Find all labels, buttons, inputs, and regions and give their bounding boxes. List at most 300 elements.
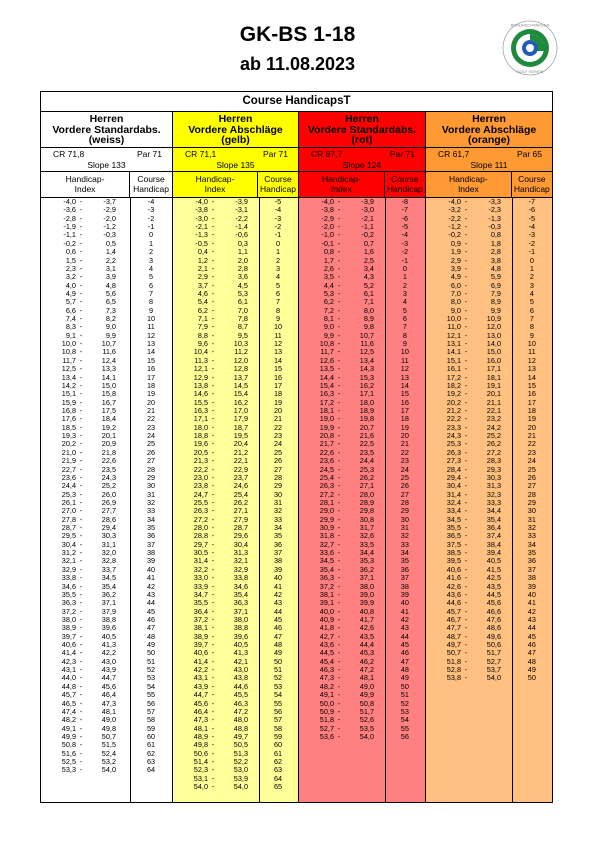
course-handicap-value: 39 xyxy=(400,589,409,599)
range-dash: - xyxy=(211,648,215,658)
index-from: 21,9 xyxy=(61,456,76,466)
range-dash: - xyxy=(79,631,83,641)
course-handicap-value: 5 xyxy=(529,297,534,307)
course-handicap-value: -3 xyxy=(147,205,155,215)
index-from: 2,1 xyxy=(197,263,208,273)
index-to: 52,4 xyxy=(101,748,116,758)
index-to: 13,0 xyxy=(486,330,501,340)
index-to: 14,0 xyxy=(486,339,501,349)
index-to: -2,1 xyxy=(361,213,374,223)
index-from: 17,6 xyxy=(61,414,76,424)
range-dash: - xyxy=(464,222,468,232)
course-handicap-value: 22 xyxy=(400,447,409,457)
range-dash: - xyxy=(211,640,215,650)
index-to: 44,6 xyxy=(233,681,248,691)
course-handicap-value: 55 xyxy=(273,698,283,708)
index-from: 31,2 xyxy=(61,548,76,558)
course-handicap-value: -1 xyxy=(147,222,155,232)
course-handicap-value: 7 xyxy=(149,288,154,298)
index-from: 9,0 xyxy=(323,322,334,332)
index-from: -1,1 xyxy=(63,230,76,240)
range-dash: - xyxy=(337,589,341,599)
index-to: 22,9 xyxy=(233,464,248,474)
index-from: 44,5 xyxy=(319,648,334,658)
range-dash: - xyxy=(79,706,83,716)
range-dash: - xyxy=(79,765,83,775)
range-dash: - xyxy=(464,405,468,415)
range-dash: - xyxy=(464,548,468,558)
range-dash: - xyxy=(79,748,83,758)
index-from: -0,2 xyxy=(448,230,461,240)
index-from: 39,1 xyxy=(319,598,334,608)
header-line-3: (orange) xyxy=(468,134,510,146)
range-dash: - xyxy=(79,606,83,616)
range-dash: - xyxy=(464,481,468,491)
range-dash: - xyxy=(79,364,83,374)
index-from: 33,0 xyxy=(193,573,208,583)
range-dash: - xyxy=(79,288,83,298)
range-dash: - xyxy=(79,305,83,315)
range-dash: - xyxy=(79,330,83,340)
index-to: 6,1 xyxy=(237,297,248,307)
course-handicap-value: 6 xyxy=(275,288,281,298)
index-to: 39,6 xyxy=(101,623,116,633)
index-from: 25,5 xyxy=(193,497,208,507)
column-header xyxy=(41,112,172,148)
range-dash: - xyxy=(211,614,215,624)
index-from: 44,6 xyxy=(446,598,461,608)
course-handicap-value: 28 xyxy=(273,472,283,482)
range-dash: - xyxy=(79,681,83,691)
index-from: 52,5 xyxy=(61,757,76,767)
course-handicap-value: 26 xyxy=(146,447,156,457)
index-from: 40,6 xyxy=(193,648,208,658)
range-dash: - xyxy=(211,698,215,708)
index-to: 40,5 xyxy=(486,556,501,566)
course-handicap-value: 10 xyxy=(146,314,156,324)
range-dash: - xyxy=(464,589,468,599)
index-from: 30,4 xyxy=(446,481,461,491)
index-to: 48,8 xyxy=(233,723,248,733)
course-handicap-value: 36 xyxy=(400,564,409,574)
index-from: 10,0 xyxy=(61,339,76,349)
course-handicap-value: 7 xyxy=(275,297,281,307)
course-handicap-value: 33 xyxy=(146,506,156,516)
index-to: 42,2 xyxy=(101,648,116,658)
range-dash: - xyxy=(464,230,468,240)
range-dash: - xyxy=(464,314,468,324)
index-from: -4,0 xyxy=(195,197,208,206)
index-to: -3,9 xyxy=(235,197,248,206)
range-dash: - xyxy=(211,439,215,449)
index-to: 14,1 xyxy=(101,372,116,382)
course-handicap-value: 62 xyxy=(146,748,156,758)
index-to: 29,3 xyxy=(486,464,501,474)
index-to: 52,2 xyxy=(233,757,248,767)
range-dash: - xyxy=(211,740,215,750)
range-dash: - xyxy=(337,255,341,265)
index-to: -2,0 xyxy=(103,213,116,223)
index-to: 26,2 xyxy=(486,439,501,449)
range-dash: - xyxy=(211,706,215,716)
range-dash: - xyxy=(211,564,215,574)
course-handicap-value: 50 xyxy=(527,673,536,683)
index-to: 2,2 xyxy=(105,255,116,265)
index-to: 0,7 xyxy=(363,238,374,248)
range-dash: - xyxy=(211,380,215,390)
range-dash: - xyxy=(79,397,83,407)
index-from: -2,8 xyxy=(63,213,76,223)
index-from: 43,6 xyxy=(319,640,334,650)
course-handicap-value: 12 xyxy=(527,355,536,365)
course-handicap-value: 62 xyxy=(273,757,283,767)
index-to: 23,7 xyxy=(233,472,248,482)
range-dash: - xyxy=(79,464,83,474)
course-handicap-value: 41 xyxy=(146,573,156,583)
index-from: 46,5 xyxy=(61,698,76,708)
index-to: 12,4 xyxy=(101,355,116,365)
course-handicap-value: 46 xyxy=(273,623,283,633)
index-from: 48,2 xyxy=(61,715,76,725)
course-handicap-value: 44 xyxy=(146,598,156,608)
index-from: 33,8 xyxy=(61,573,76,583)
index-to: -0,3 xyxy=(488,222,501,232)
course-handicap-value: 40 xyxy=(400,598,409,608)
index-to: 15,8 xyxy=(101,389,116,399)
course-handicap-value: 12 xyxy=(400,364,409,374)
index-from: 42,7 xyxy=(319,631,334,641)
range-dash: - xyxy=(464,456,468,466)
index-from: 8,1 xyxy=(323,314,334,324)
slope-rating: Slope 135 xyxy=(173,159,298,172)
course-handicap-value: 42 xyxy=(146,581,156,591)
index-from: 35,5 xyxy=(61,589,76,599)
index-to: 3,1 xyxy=(105,263,116,273)
course-handicap-value: 19 xyxy=(400,422,409,432)
course-handicap-value: 10 xyxy=(400,347,409,357)
course-handicap-value: 1 xyxy=(149,238,154,248)
course-handicap-value: 38 xyxy=(273,556,283,566)
index-from: 6,2 xyxy=(323,297,334,307)
index-to: 34,6 xyxy=(233,581,248,591)
index-from: 20,2 xyxy=(446,397,461,407)
column-header xyxy=(426,112,552,148)
range-dash: - xyxy=(337,489,341,499)
index-from: 38,1 xyxy=(193,623,208,633)
index-from: 16,3 xyxy=(319,389,334,399)
index-from: 52,8 xyxy=(446,665,461,675)
index-to: 12,8 xyxy=(233,364,248,374)
course-handicap-value: 56 xyxy=(400,732,409,741)
index-from: 8,8 xyxy=(197,330,208,340)
range-dash: - xyxy=(464,464,468,474)
range-dash: - xyxy=(211,681,215,691)
course-handicap-value: -3 xyxy=(528,230,536,240)
index-from: 32,4 xyxy=(446,497,461,507)
index-from: 34,7 xyxy=(193,589,208,599)
range-dash: - xyxy=(337,640,341,650)
course-handicap-value: 5 xyxy=(275,280,281,290)
course-handicap-value: 13 xyxy=(400,372,409,382)
range-dash: - xyxy=(79,197,83,206)
range-dash: - xyxy=(211,255,215,265)
range-dash: - xyxy=(337,230,341,240)
range-dash: - xyxy=(79,598,83,608)
range-dash: - xyxy=(79,648,83,658)
index-from: 28,1 xyxy=(319,497,334,507)
course-handicap-value: 18 xyxy=(146,380,156,390)
course-handicap-value: 11 xyxy=(147,322,155,332)
range-dash: - xyxy=(337,247,341,257)
range-dash: - xyxy=(464,322,468,332)
range-dash: - xyxy=(79,339,83,349)
course-handicap-value: 60 xyxy=(146,732,156,741)
course-handicap-value: 36 xyxy=(273,539,283,549)
index-to: 9,9 xyxy=(490,305,501,315)
index-to: 21,6 xyxy=(359,431,374,441)
index-to: 44,5 xyxy=(486,589,501,599)
course-handicap-value: 15 xyxy=(400,389,409,399)
range-dash: - xyxy=(337,581,341,591)
handicap-rows xyxy=(299,198,425,741)
index-to: 4,3 xyxy=(363,272,374,282)
range-dash: - xyxy=(79,489,83,499)
index-from: 51,8 xyxy=(319,715,334,725)
index-to: 23,2 xyxy=(486,414,501,424)
index-from: 48,2 xyxy=(319,681,334,691)
index-from: 19,6 xyxy=(193,439,208,449)
course-handicap-value: 17 xyxy=(527,397,536,407)
index-from: 19,3 xyxy=(61,431,76,441)
course-handicap-value: 3 xyxy=(529,280,534,290)
range-dash: - xyxy=(211,497,215,507)
index-from: 40,9 xyxy=(319,614,334,624)
index-from: 4,6 xyxy=(197,288,208,298)
index-from: 23,6 xyxy=(61,472,76,482)
course-handicap-value: 58 xyxy=(273,723,283,733)
index-to: 47,3 xyxy=(101,698,116,708)
range-dash: - xyxy=(464,414,468,424)
index-to: 41,7 xyxy=(359,614,374,624)
index-to: 5,9 xyxy=(490,272,501,282)
index-to: 27,9 xyxy=(233,514,248,524)
index-to: 30,3 xyxy=(486,472,501,482)
range-dash: - xyxy=(79,472,83,482)
range-dash: - xyxy=(464,380,468,390)
range-dash: - xyxy=(79,322,83,332)
header-line-2: Vordere Abschläge xyxy=(441,123,537,136)
course-handicap-value: -2 xyxy=(401,247,409,257)
index-from: -2,1 xyxy=(195,222,208,232)
index-to: 32,0 xyxy=(101,548,116,558)
range-dash: - xyxy=(464,364,468,374)
index-from: 34,5 xyxy=(319,556,334,566)
range-dash: - xyxy=(337,372,341,382)
index-to: 24,3 xyxy=(101,472,116,482)
index-to: 0,3 xyxy=(237,238,248,248)
index-from: 11,7 xyxy=(320,347,334,357)
index-to: 35,4 xyxy=(101,581,116,591)
index-from: 50,6 xyxy=(193,748,208,758)
index-to: 15,0 xyxy=(101,380,116,390)
range-dash: - xyxy=(337,380,341,390)
index-to: 6,9 xyxy=(490,280,501,290)
course-handicap-value: 21 xyxy=(146,405,156,415)
index-to: 48,1 xyxy=(359,673,374,683)
index-to: 0,8 xyxy=(490,230,501,240)
range-dash: - xyxy=(79,732,83,741)
index-to: 10,7 xyxy=(359,330,374,340)
index-to: 37,9 xyxy=(101,606,116,616)
index-to: 41,3 xyxy=(233,648,248,658)
range-dash: - xyxy=(464,648,468,658)
index-from: 26,3 xyxy=(193,506,208,516)
index-from: 18,8 xyxy=(193,431,208,441)
index-to: 20,4 xyxy=(233,439,248,449)
index-from: -3,2 xyxy=(448,205,461,215)
range-dash: - xyxy=(464,297,468,307)
index-to: 20,1 xyxy=(486,389,501,399)
course-handicap-value: 44 xyxy=(527,623,536,633)
course-handicap-value: 35 xyxy=(400,556,409,566)
course-handicap-value: 37 xyxy=(146,539,156,549)
course-handicap-value: 34 xyxy=(527,539,536,549)
course-handicap-value: 49 xyxy=(273,648,283,658)
index-to: 12,0 xyxy=(486,322,501,332)
index-to: 22,1 xyxy=(486,405,501,415)
index-from: 42,2 xyxy=(193,665,208,675)
range-dash: - xyxy=(211,364,215,374)
index-to: 25,4 xyxy=(233,489,248,499)
index-to: 32,6 xyxy=(359,531,374,541)
range-dash: - xyxy=(464,288,468,298)
index-from: 37,2 xyxy=(319,581,334,591)
index-from: 52,7 xyxy=(319,723,334,733)
subheader-course-handicap: Course Handicap xyxy=(512,172,552,198)
range-dash: - xyxy=(211,581,215,591)
course-handicap-value: 54 xyxy=(273,690,283,700)
course-handicap-value: 30 xyxy=(400,514,409,524)
column-header xyxy=(173,112,298,148)
course-handicap-value: 39 xyxy=(146,556,156,566)
range-dash: - xyxy=(79,414,83,424)
course-handicap-value: 43 xyxy=(146,589,156,599)
index-to: 8,0 xyxy=(363,305,374,315)
course-handicap-value: 6 xyxy=(529,305,534,315)
course-handicap-value: -3 xyxy=(274,213,282,223)
range-dash: - xyxy=(464,347,468,357)
course-handicap-value: 25 xyxy=(146,439,156,449)
course-handicap-value: 24 xyxy=(527,456,536,466)
course-rating: CR 67,7 xyxy=(311,149,343,159)
index-from: 26,1 xyxy=(61,497,76,507)
index-from: 46,3 xyxy=(319,665,334,675)
index-to: 7,3 xyxy=(105,305,116,315)
index-to: 18,9 xyxy=(359,405,374,415)
index-to: 16,2 xyxy=(233,397,248,407)
course-handicap-value: 59 xyxy=(273,732,283,741)
index-from: 29,0 xyxy=(319,506,334,516)
index-from: 0,6 xyxy=(65,247,76,257)
course-handicap-value: 57 xyxy=(146,706,156,716)
index-from: -3,6 xyxy=(63,205,76,215)
course-handicap-value: 11 xyxy=(401,355,409,365)
range-dash: - xyxy=(211,339,215,349)
index-from: -4,0 xyxy=(321,197,334,206)
course-handicap-value: 1 xyxy=(402,272,407,282)
range-dash: - xyxy=(464,355,468,365)
index-from: 19,0 xyxy=(319,414,334,424)
index-from: 12,1 xyxy=(193,364,208,374)
page-subtitle: ab 11.08.2023 xyxy=(239,54,356,74)
index-from: 30,9 xyxy=(319,523,334,533)
index-to: 21,2 xyxy=(233,447,248,457)
course-handicap-value: -1 xyxy=(274,230,282,240)
index-to: 38,0 xyxy=(359,581,374,591)
index-from: 49,1 xyxy=(61,723,76,733)
range-dash: - xyxy=(211,447,215,457)
index-from: 39,7 xyxy=(193,640,208,650)
range-dash: - xyxy=(79,380,83,390)
index-from: 28,0 xyxy=(193,523,208,533)
handicap-rows xyxy=(41,198,172,775)
index-to: 20,9 xyxy=(101,439,116,449)
index-from: 26,3 xyxy=(446,447,461,457)
index-from: 50,8 xyxy=(61,740,76,750)
range-dash: - xyxy=(337,531,341,541)
index-to: 9,5 xyxy=(237,330,248,340)
range-dash: - xyxy=(211,598,215,608)
index-from: 25,3 xyxy=(446,439,461,449)
course-handicap-value: 42 xyxy=(273,589,283,599)
course-handicap-value: -5 xyxy=(401,222,409,232)
index-to: 15,4 xyxy=(233,389,248,399)
index-from: 5,7 xyxy=(65,297,76,307)
index-to: 40,5 xyxy=(233,640,248,650)
range-dash: - xyxy=(337,523,341,533)
index-from: 53,6 xyxy=(319,732,334,741)
course-handicap-value: 32 xyxy=(527,523,536,533)
index-to: 43,9 xyxy=(101,665,116,675)
index-from: 14,4 xyxy=(319,372,334,382)
index-to: 37,1 xyxy=(359,573,374,583)
course-handicap-value: 64 xyxy=(146,765,156,775)
index-to: 4,8 xyxy=(490,263,501,273)
index-to: 18,0 xyxy=(359,397,374,407)
index-to: 49,9 xyxy=(359,690,374,700)
range-dash: - xyxy=(337,665,341,675)
course-handicap-value: 10 xyxy=(527,339,536,349)
course-handicap-value: 31 xyxy=(527,514,536,524)
index-to: 4,5 xyxy=(237,280,248,290)
index-from: 23,0 xyxy=(193,472,208,482)
par: Par 71 xyxy=(136,149,162,159)
index-to: 23,5 xyxy=(359,447,374,457)
index-from: 11,7 xyxy=(62,355,76,365)
index-to: 53,9 xyxy=(233,773,248,783)
course-handicap-value: 36 xyxy=(146,531,156,541)
index-from: 1,9 xyxy=(450,247,461,257)
index-to: 2,8 xyxy=(490,247,501,257)
course-handicap-value: 16 xyxy=(273,372,283,382)
index-to: 40,5 xyxy=(101,631,116,641)
index-to: 26,9 xyxy=(101,497,116,507)
course-handicap-value: 45 xyxy=(146,606,156,616)
index-from: 15,1 xyxy=(446,355,461,365)
index-from: 36,3 xyxy=(319,573,334,583)
index-to: 46,6 xyxy=(486,606,501,616)
range-dash: - xyxy=(464,422,468,432)
